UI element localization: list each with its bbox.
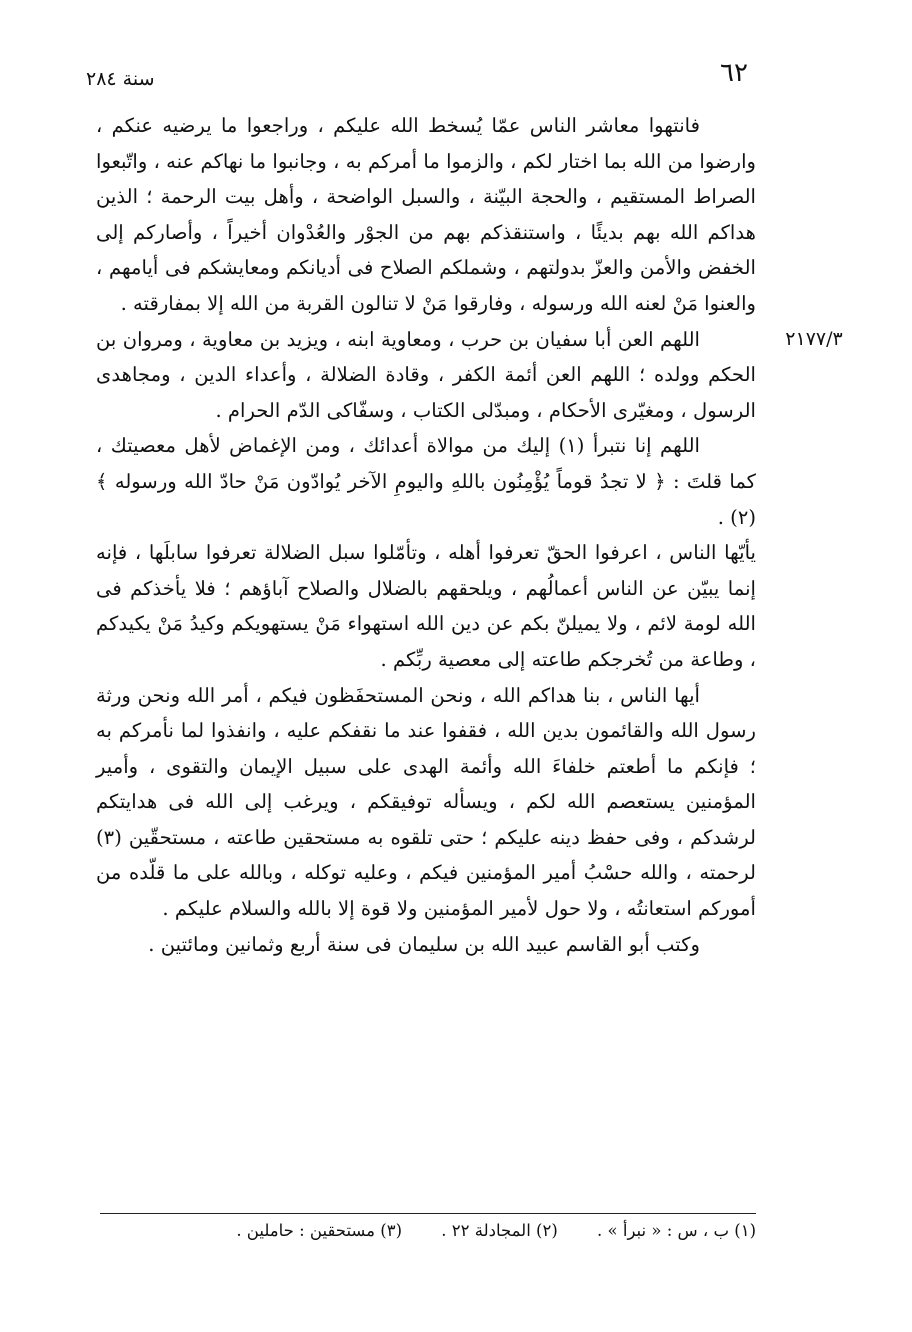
footnote-divider bbox=[100, 1213, 756, 1214]
paragraph-text: أيها الناس ، بنا هداكم الله ، ونحن المستحفَظون فيكم ، أمر الله ونحن ورثة رسول الله والقائمون بدين الله ، فقفوا عند ما نقفكم عليه ، وانفذوا لما نأمركم به ؛ فإنكم ما أطعتم خلفاءَ الله وأئمة الهدى على سبيل الإيمان والتقوى ، وأمير المؤمنين يستعصم الله لكم ، ويسأله توفيقكم ، ويرغب إلى الله فى هدايتكم لرشدكم ، وفى حفظ دينه عليكم ؛ حتى تلقوه به مستحقين طاعته ، مستحقّين (٣) لرحمته ، والله حسْبُ أمير المؤمنين فيكم ، وعليه توكله ، وبالله على ما قلّده من أموركم استعانتُه ، ولا حول لأمير المؤمنين ولا قوة إلا بالله والسلام عليكم . bbox=[96, 683, 756, 921]
paragraph-6 bbox=[96, 927, 756, 963]
page-number: ٦٢ bbox=[720, 58, 748, 88]
footnotes bbox=[100, 1216, 756, 1246]
running-header-year: سنة ٢٨٤ bbox=[86, 68, 155, 90]
paragraph-2 bbox=[96, 322, 756, 429]
paragraph-3 bbox=[96, 428, 756, 535]
footnote-1: (١) ب ، س : « نبرأ » . bbox=[597, 1221, 756, 1240]
paragraph-text: يأيّها الناس ، اعرفوا الحقّ تعرفوا أهله ، وتأمّلوا سبل الضلالة تعرفوا سابلَها ، فإنه إنما يبيّن عن الناس أعمالُهم ، ويلحقهم بالضلال والصلاح آباؤهم ؛ فلا يأخذكم فى الله لومة لائم ، ولا يميلنّ بكم عن دين الله استهواء مَنْ يستهويكم وكيدُ مَنْ يكيدكم ، وطاعة من تُخرجكم طاعته إلى معصية ربِّكم . bbox=[96, 541, 756, 671]
paragraph-text: اللهم إنا نتبرأ (١) إليك من موالاة أعدائك ، ومن الإغماض لأهل معصيتك ، كما قلتَ : ﴿ لا تجدُ قوماً يُؤْمِنُون باللهِ واليومِ الآخر يُوادّون مَنْ حادّ الله ورسوله ﴾(٢) . bbox=[96, 434, 756, 529]
paragraph-text: وكتب أبو القاسم عبيد الله بن سليمان فى سنة أربع وثمانين ومائتين . bbox=[148, 932, 700, 956]
paragraph-4 bbox=[96, 535, 756, 677]
paragraph-5 bbox=[96, 678, 756, 927]
paragraph-1 bbox=[96, 108, 756, 322]
footnote-3: (٣) مستحقين : حاملين . bbox=[236, 1221, 402, 1240]
paragraph-text: اللهم العن أبا سفيان بن حرب ، ومعاوية ابنه ، ويزيد بن معاوية ، ومروان بن الحكم وولده ؛ اللهم العن أئمة الكفر ، وقادة الضلالة ، وأعداء الدين ، ومجاهدى الرسول ، ومغيّرى الأحكام ، ومبدّلى الكتاب ، وسفّاكى الدّم الحرام . bbox=[96, 327, 756, 422]
main-text bbox=[96, 108, 756, 962]
paragraph-reference-number: ٢١٧٧/٣ bbox=[785, 327, 843, 350]
footnote-2: (٢) المجادلة ٢٢ . bbox=[441, 1221, 558, 1240]
paragraph-text: فانتهوا معاشر الناس عمّا يُسخط الله عليكم ، وراجعوا ما يرضيه عنكم ، وارضوا من الله بما اختار لكم ، والزموا ما أمركم به ، وجانبوا ما نهاكم عنه ، واتّبعوا الصراط المستقيم ، والحجة البيّنة ، والسبل الواضحة ، وأهل بيت الرحمة ؛ الذين هداكم الله بهم بديئًا ، واستنقذكم بهم من الجوْر والعُدْوان أخيراً ، وأصاركم إلى الخفض والأمن والعزّ بدولتهم ، وشملكم الصلاح فى أديانكم ومعايشكم فى أيامهم ، والعنوا مَنْ لعنه الله ورسوله ، وفارقوا مَنْ لا تنالون القربة من الله إلا بمفارقته . bbox=[96, 114, 756, 315]
